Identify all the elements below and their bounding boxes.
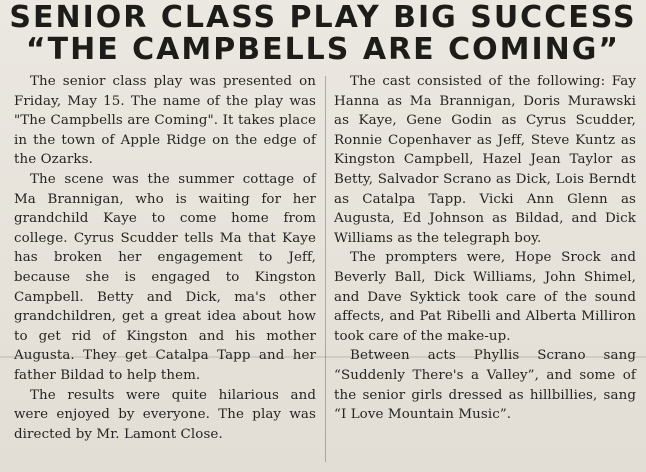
paragraph-play-intro: The senior class play was presented on Friday, May 15. The name of the play was "The Campbells are Coming". It takes place in the town of Apple Ridge on the edge of the Ozarks. (14, 74, 316, 168)
paragraph-plot-summary: The scene was the summer cottage of Ma Brannigan, who is waiting for her grandchild Kaye to come home from college. Cyrus Scudder tells Ma that Kaye has broken her engagement to Jeff, because she is engaged to Kingston Campbell. Betty and Dick, ma's other grandchildren, get a great idea about how to get rid of Kingston and his mother Augusta. They get Catalpa Tapp and her father Bildad to help them. (14, 171, 316, 383)
paragraph-cast-list: The cast consisted of the following: Fay Hanna as Ma Brannigan, Doris Murawski as Kaye, Gene Godin as Cyrus Scudder, Ronnie Copenhaver as Jeff, Steve Kuntz as Kingston Campbell, Hazel Jean Taylor as Betty, Salvador Scrano as Dick, Lois Berndt as Catalpa Tapp. Vicki Ann Glenn as Augusta, Ed Johnson as Bildad, and Dick Williams as the telegraph boy. (334, 74, 636, 246)
paragraph-between-acts: Between acts Phyllis Scrano sang “Suddenly There's a Valley”, and some of the senior girls dressed as hillbillies, sang “I Love Mountain Music”. (334, 348, 636, 423)
article-left-column (14, 72, 316, 444)
column-divider (325, 76, 326, 462)
article-right-column (334, 72, 636, 425)
headline-line-2: “THE CAMPBELLS ARE COMING” (25, 32, 621, 67)
paragraph-crew: The prompters were, Hope Srock and Beverly Ball, Dick Williams, John Shimel, and Dave Syktick took care of the sound affects, and Pat Ribelli and Alberta Milliron took care of the make-up. (334, 250, 636, 344)
paragraph-results: The results were quite hilarious and were enjoyed by everyone. The play was directed by Mr. Lamont Close. (14, 387, 316, 442)
headline-line-1: SENIOR CLASS PLAY BIG SUCCESS (9, 0, 637, 35)
